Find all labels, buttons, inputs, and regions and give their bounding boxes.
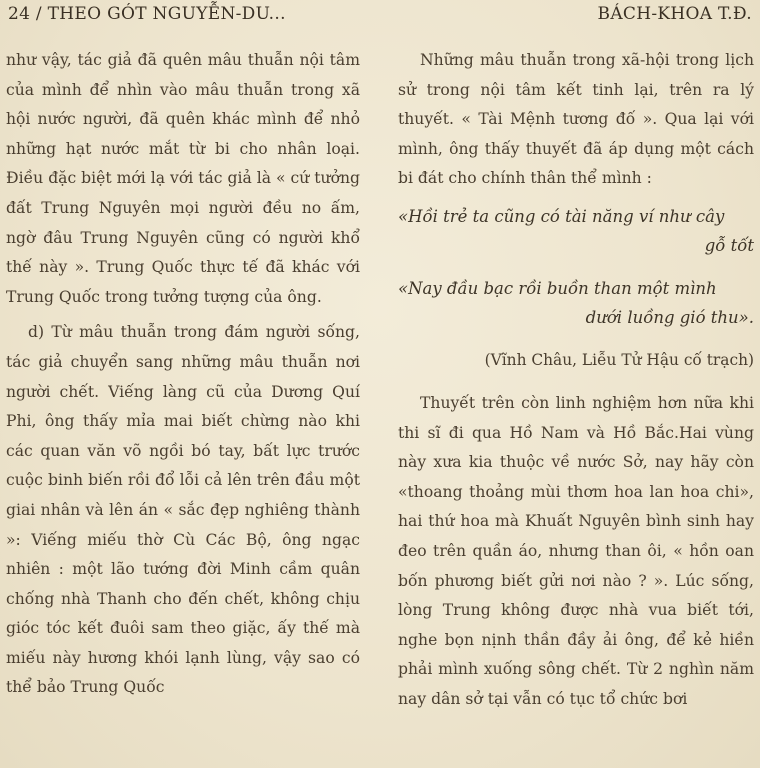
verse-line-1 bbox=[398, 202, 754, 260]
right-column bbox=[398, 46, 754, 715]
paragraph-contradictions: Những mâu thuẫn trong xã-hội trong lịch sử trong nội tâm kết tinh lại, trên ra lý thuyết. « Tài Mệnh tương đố ». Qua lại với mình, ông thấy thuyết đã áp dụng một cách bi đát cho chính thân thể mình : bbox=[398, 51, 754, 188]
running-title: 24 / THEO GÓT NGUYỄN-DU... bbox=[8, 4, 286, 24]
paragraph-continued: như vậy, tác giả đã quên mâu thuẫn nội tâm của mình để nhìn vào mâu thuẫn trong xã hội nước người, đã quên khác mình để nhỏ những hạt nước mắt từ bi cho nhân loại. Điều đặc biệt mới lạ với tác giả là « cứ tưởng đất Trung Nguyên mọi người đều no ấm, ngờ đâu Trung Nguyên cũng có người khổ thế này ». Trung Quốc thực tế đã khác với Trung Quốc trong tưởng tượng của ông. bbox=[6, 51, 360, 306]
verse-2-part-a: «Nay đầu bạc rồi buồn than một mình bbox=[398, 278, 717, 298]
left-column bbox=[6, 46, 360, 703]
verse-citation: (Vĩnh Châu, Liễu Tử Hậu cố trạch) bbox=[484, 350, 754, 369]
paragraph-theory: Thuyết trên còn linh nghiệm hơn nữa khi thi sĩ đi qua Hồ Nam và Hồ Bắc.Hai vùng này xưa kia thuộc về nước Sở, nay hãy còn «thoang thoảng mùi thơm hoa lan hoa chi», hai thứ hoa mà Khuất Nguyên bình sinh hay đeo trên quần áo, nhưng than ôi, « hồn oan bốn phương biết gửi nơi nào ? ». Lúc sống, lòng Trung không được nhà vua biết tới, nghe bọn nịnh thần đầy ải ông, để kẻ hiền phải mình xuống sông chết. Từ 2 nghìn năm nay dân sở tại vẫn có tục tổ chức bơi bbox=[398, 393, 754, 708]
publication-name: BÁCH-KHOA T.Đ. bbox=[597, 4, 752, 24]
verse-line-2 bbox=[398, 274, 754, 332]
verse-1-part-b: gỗ tốt bbox=[704, 235, 754, 255]
page-header bbox=[8, 4, 752, 30]
verse-1-part-a: «Hồi trẻ ta cũng có tài năng ví như cây bbox=[398, 206, 725, 226]
paragraph-d: d) Từ mâu thuẫn trong đám người sống, tác giả chuyển sang những mâu thuẫn nơi người chết. Viếng làng cũ của Dương Quí Phi, ông thấy mỉa mai biết chừng nào khi các quan văn võ ngồi bó tay, bất lực trước cuộc binh biến rồi đổ lỗi cả lên trên đầu một giai nhân và lên án « sắc đẹp nghiêng thành »: Viếng miếu thờ Cù Các Bộ, ông ngạc nhiên : một lão tướng đời Minh cầm quân chống nhà Thanh cho đến chết, không chịu gióc tóc kết đuôi sam theo giặc, ấy thế mà miếu này hương khói lạnh lùng, vậy sao có thể bảo Trung Quốc bbox=[6, 323, 360, 697]
verse-2-part-b: dưới luồng gió thu». bbox=[585, 307, 754, 327]
